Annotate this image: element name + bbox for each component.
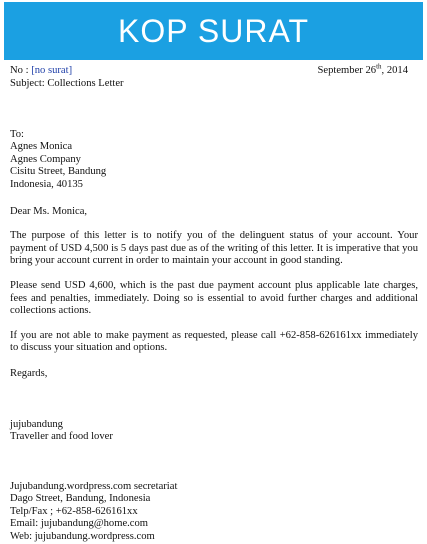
letter-number-bracket-close: ] (68, 65, 73, 76)
letter-body (10, 62, 418, 544)
letter-date-year: , 2014 (381, 65, 408, 76)
footer-web: Web: jujubandung.wordpress.com (10, 531, 155, 543)
recipient-to-label: To: (10, 128, 24, 140)
recipient-country: Indonesia, 40135 (10, 178, 83, 190)
body-paragraph-3: If you are not able to make payment as requested, please call +62-858-626161xx immediately to discuss your situation and options. (10, 329, 418, 354)
recipient-company: Agnes Company (10, 153, 81, 165)
letter-number-bracket-open: [ (31, 65, 35, 76)
closing: Regards, (10, 367, 48, 379)
letter-date-suffix: th (376, 62, 382, 71)
letterhead-banner (4, 2, 423, 60)
signature-tagline: Traveller and food lover (10, 431, 113, 443)
letter-date (317, 62, 408, 78)
recipient-name: Agnes Monica (10, 141, 73, 153)
footer-contact-block (10, 481, 418, 544)
letter-subject: Subject: Collections Letter (10, 78, 124, 89)
letter-meta-row (10, 62, 418, 78)
footer-phone: Telp/Fax ; +62-858-626161xx (10, 505, 138, 517)
signature-block (10, 419, 418, 444)
salutation: Dear Ms. Monica, (10, 205, 88, 217)
letter-number (10, 65, 72, 78)
body-paragraph-2: Please send USD 4,600, which is the past due payment account plus applicable late charges, fees and penalties, immediately. Doing so is essential to avoid further charges and additional collections actions. (10, 279, 418, 317)
footer-secretariat: Jujubandung.wordpress.com secretariat (10, 480, 178, 492)
letter-date-month-day: September 26 (317, 65, 377, 76)
recipient-street: Cisitu Street, Bandung (10, 166, 107, 178)
signature-name: jujubandung (10, 418, 63, 430)
footer-email: Email: jujubandung@home.com (10, 518, 149, 530)
letter-number-placeholder: no surat (34, 65, 69, 76)
letterhead-title: KOP SURAT (118, 13, 309, 49)
letter-number-label: No : (10, 65, 32, 76)
footer-address: Dago Street, Bandung, Indonesia (10, 493, 151, 505)
body-paragraph-1: The purpose of this letter is to notify you of the delinguent status of your account. Your payment of USD 4,500 is 5 days past due as of the writing of this letter. It is imperative that you bring your account current in order to maintain your account in good standing. (10, 230, 418, 267)
recipient-block (10, 129, 418, 192)
